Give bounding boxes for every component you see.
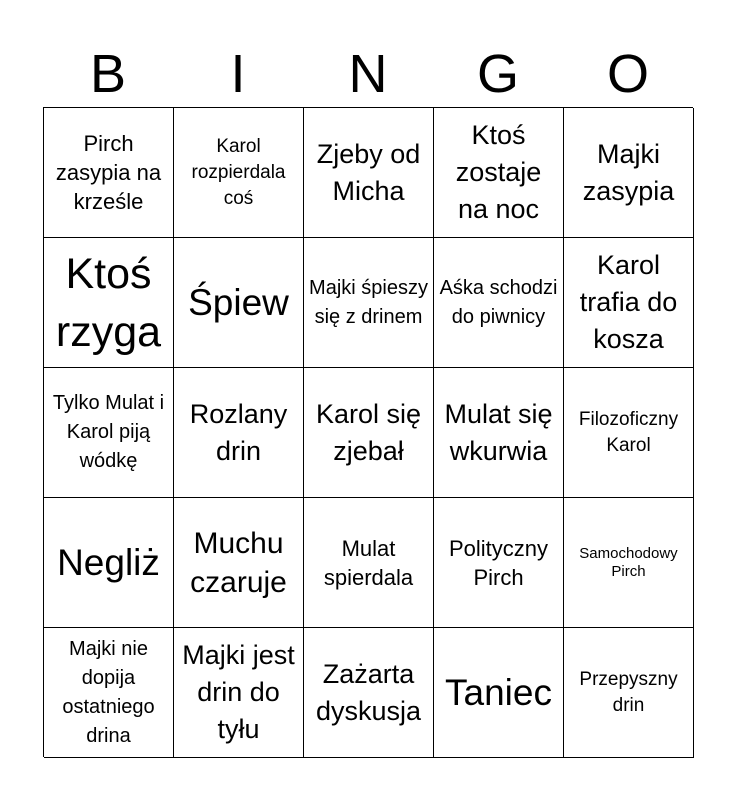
bingo-cell[interactable] <box>44 108 174 238</box>
cell-text: Ktoś zostaje na noc <box>455 120 542 224</box>
cell-text: Majki zasypia <box>582 138 675 206</box>
bingo-cell[interactable] <box>564 368 694 498</box>
bingo-cell[interactable] <box>434 368 564 498</box>
cell-text: Aśka schodzi do piwnicy <box>439 276 558 328</box>
bingo-cell[interactable] <box>564 628 694 758</box>
bingo-cell[interactable] <box>44 498 174 628</box>
cell-text: Samochodowy Pirch <box>579 544 678 580</box>
bingo-cell[interactable] <box>304 108 434 238</box>
cell-text: Zażarta dyskusja <box>315 658 422 726</box>
header-letter-n: N <box>348 44 388 104</box>
cell-text: Karol rozpierdala coś <box>191 135 286 209</box>
bingo-header <box>43 40 693 108</box>
bingo-grid <box>43 107 693 757</box>
cell-text: Mulat się wkurwia <box>444 398 553 466</box>
cell-text: Negliż <box>57 541 160 583</box>
bingo-cell[interactable] <box>44 628 174 758</box>
cell-text: Przepyszny drin <box>579 668 678 716</box>
bingo-cell[interactable] <box>174 498 304 628</box>
bingo-cell[interactable] <box>304 628 434 758</box>
cell-text: Taniec <box>445 671 552 713</box>
bingo-cell[interactable] <box>434 628 564 758</box>
bingo-cell[interactable] <box>564 238 694 368</box>
bingo-cell[interactable] <box>564 498 694 628</box>
header-letter-i: I <box>230 44 246 104</box>
cell-text: Majki śpieszy się z drinem <box>309 276 428 328</box>
bingo-cell[interactable] <box>174 368 304 498</box>
bingo-cell[interactable] <box>44 238 174 368</box>
bingo-cell[interactable] <box>44 368 174 498</box>
cell-text: Pirch zasypia na krześle <box>55 131 162 214</box>
header-letter-g: G <box>476 44 519 104</box>
bingo-cell[interactable] <box>434 498 564 628</box>
bingo-cell[interactable] <box>174 108 304 238</box>
cell-text: Śpiew <box>188 281 289 323</box>
bingo-cell[interactable] <box>304 498 434 628</box>
cell-text: Ktoś rzyga <box>55 249 162 356</box>
bingo-cell[interactable] <box>434 238 564 368</box>
cell-text: Polityczny Pirch <box>448 535 549 590</box>
cell-text: Zjeby od Micha <box>316 138 421 206</box>
bingo-cell[interactable] <box>174 238 304 368</box>
header-letter-b: B <box>89 44 127 104</box>
cell-text: Karol się zjebał <box>315 398 422 466</box>
cell-text: Tylko Mulat i Karol piją wódkę <box>52 392 165 472</box>
cell-text: Majki jest drin do tyłu <box>182 640 295 744</box>
cell-text: Majki nie dopija ostatniego drina <box>62 637 155 747</box>
cell-text: Filozoficzny Karol <box>578 408 679 456</box>
bingo-cell[interactable] <box>564 108 694 238</box>
cell-text: Muchu czaruje <box>190 526 287 599</box>
bingo-cell[interactable] <box>304 368 434 498</box>
bingo-cell[interactable] <box>304 238 434 368</box>
cell-text: Rozlany drin <box>189 398 288 466</box>
cell-text: Mulat spierdala <box>323 535 414 590</box>
cell-text: Karol trafia do kosza <box>579 250 678 354</box>
bingo-cell[interactable] <box>174 628 304 758</box>
header-letter-o: O <box>606 44 649 104</box>
bingo-cell[interactable] <box>434 108 564 238</box>
